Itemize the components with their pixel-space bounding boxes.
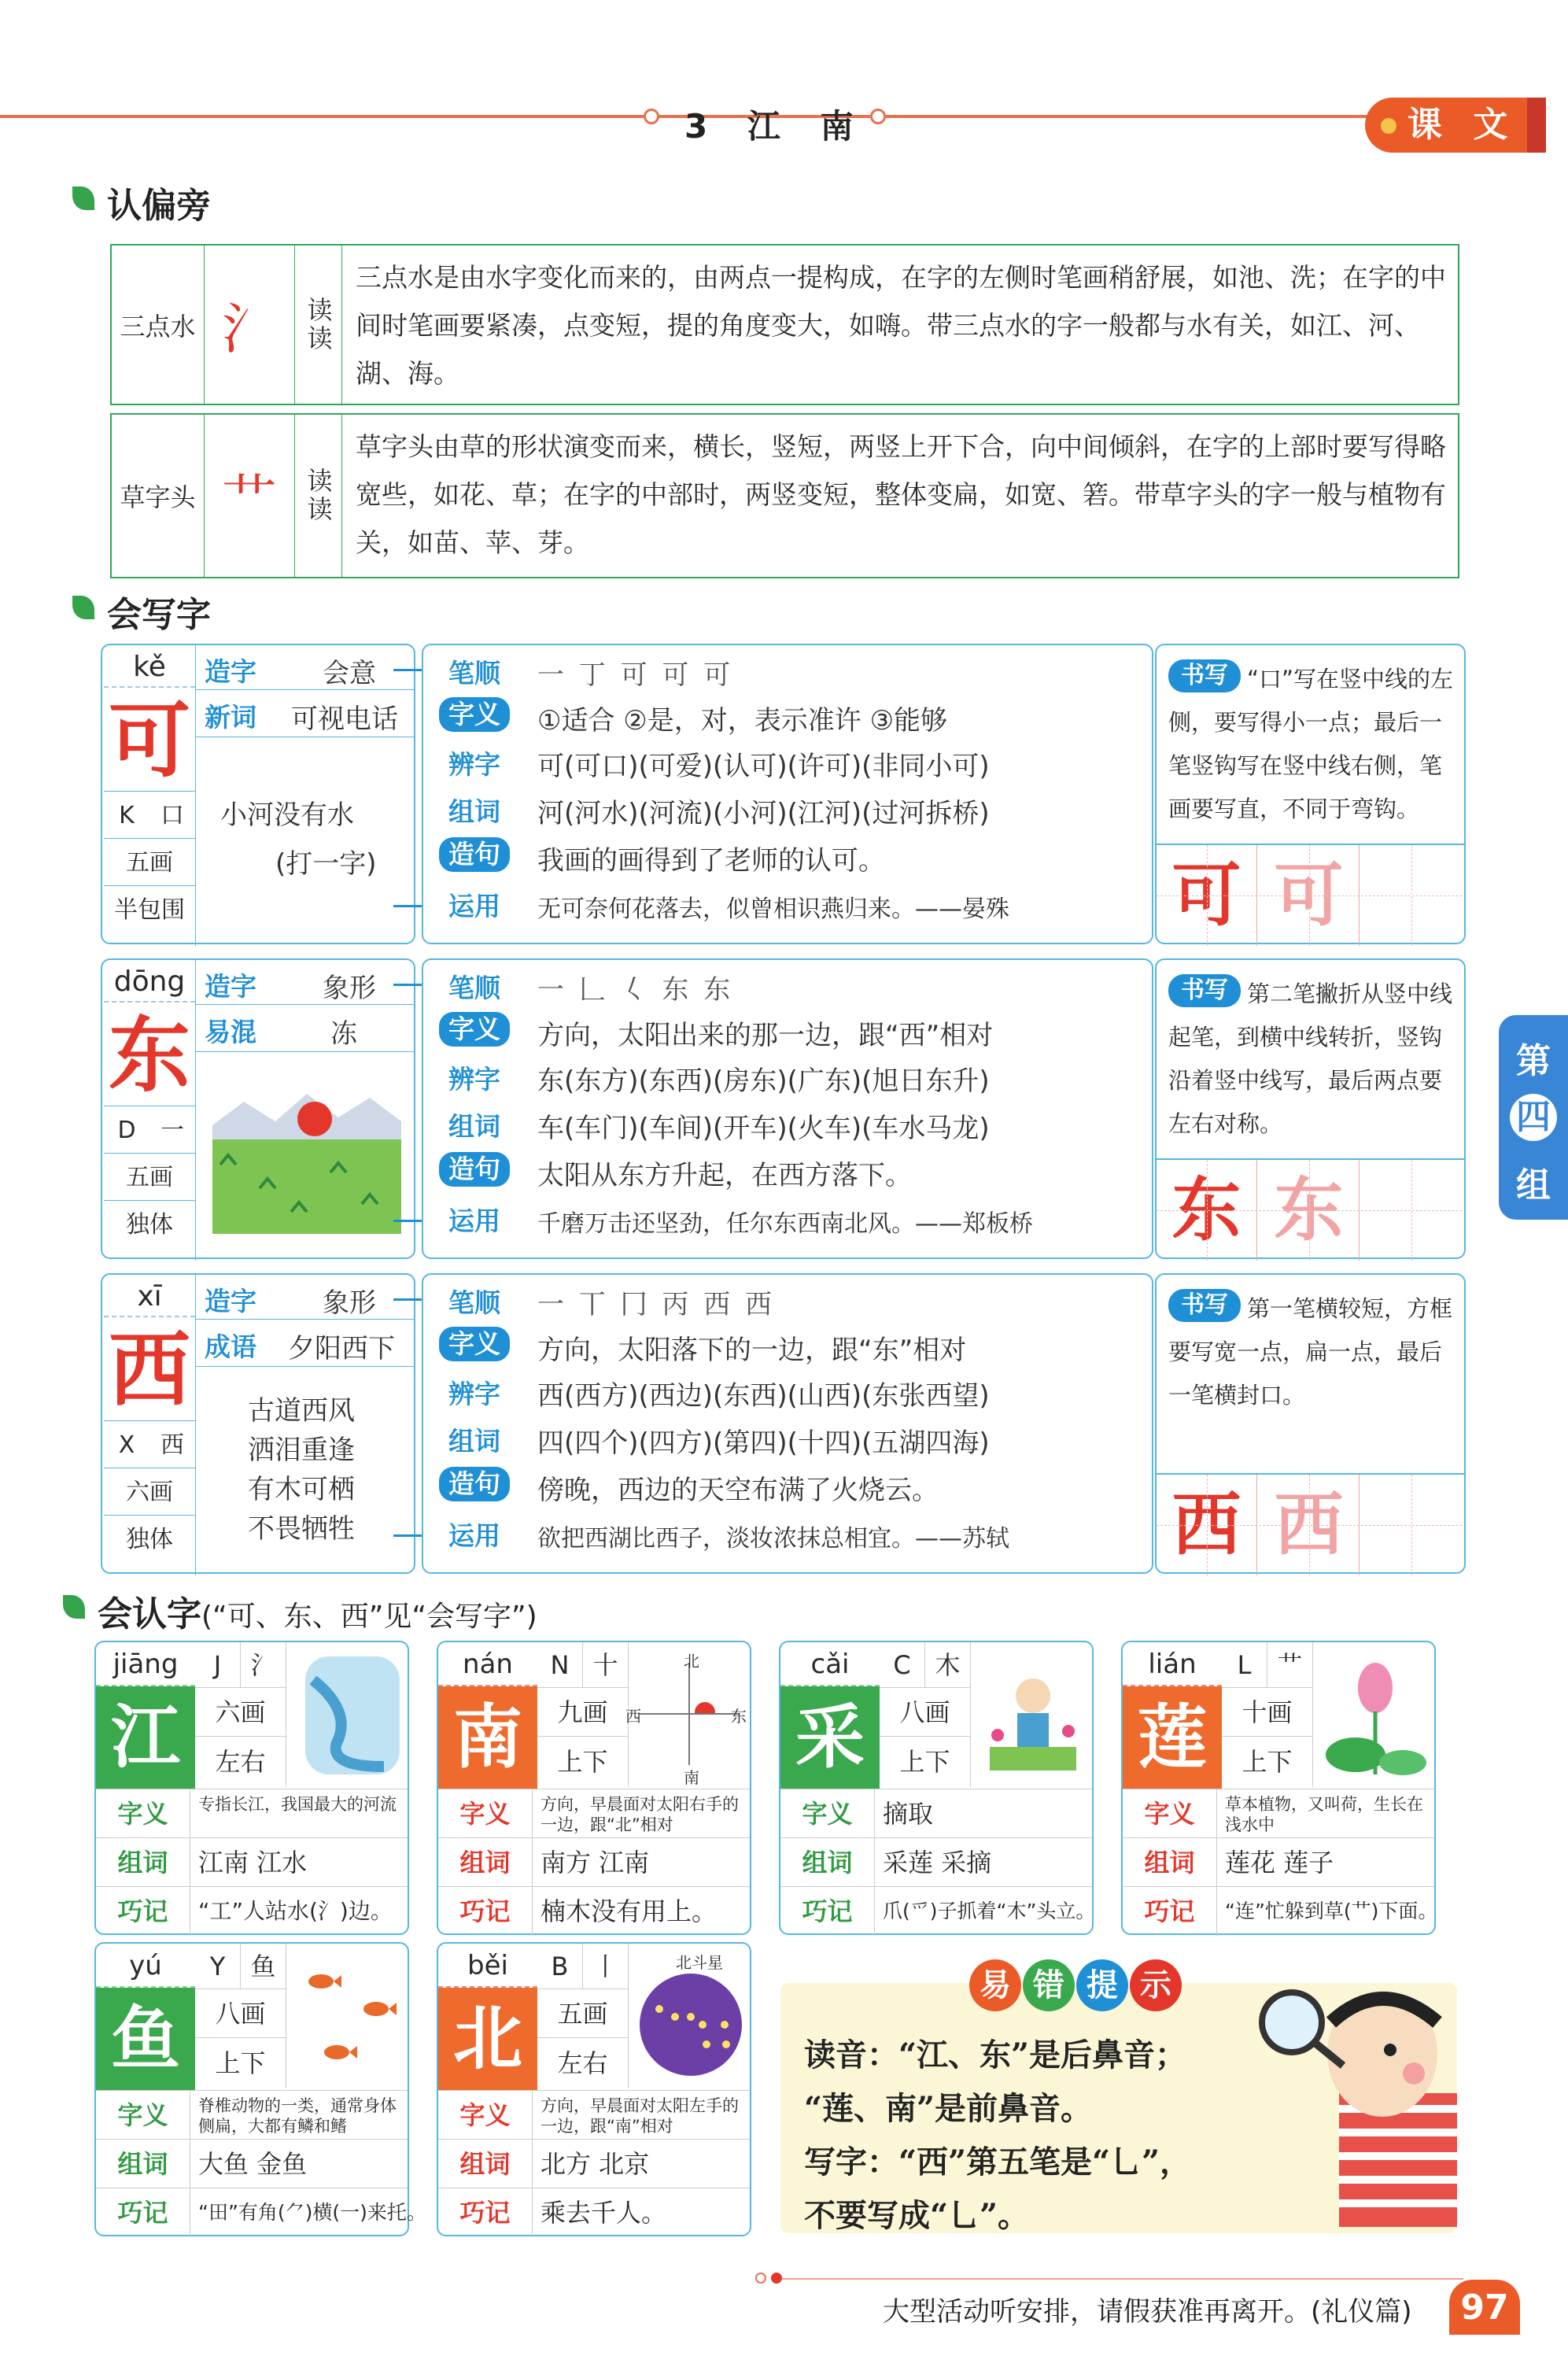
tag-value: 冻 [330, 1018, 357, 1050]
structure: 独体 [126, 1526, 173, 1553]
tag-value: 象形 [323, 973, 376, 1004]
mnemonic: 爪(爫)子抓着“木”头立。 [883, 1900, 1096, 1922]
writing-tip: 第一笔横较短，方框要写宽一点，扁一点，最后一笔横封口。 [1168, 1295, 1453, 1409]
tip-badge: 示 [1130, 1959, 1182, 2011]
zuci-label: 组词 [1123, 1838, 1217, 1887]
writing-panel [1155, 644, 1466, 944]
tag-label: 成语 [205, 1331, 256, 1362]
char-info-panel [101, 1273, 415, 1574]
ziyi-row [438, 1789, 750, 1837]
meaning: ①适合 ②是，对，表示准许 ③能够 [537, 705, 948, 737]
ziyi-label: 字义 [439, 1012, 510, 1047]
page-number: 97 [1449, 2280, 1520, 2335]
char-info-panel [101, 644, 415, 944]
tag-value: 夕阳西下 [288, 1333, 395, 1364]
zaoju-label: 造句 [439, 1467, 510, 1501]
zuci-row [96, 2139, 408, 2188]
meaning: 方向，太阳落下的一边，跟“东”相对 [537, 1335, 967, 1366]
idiom: 古道西风 [248, 1395, 355, 1427]
riddle-line: (打一字) [275, 848, 377, 880]
header-rule-dot-left [644, 109, 659, 124]
char: 莲 [1123, 1686, 1222, 1789]
pinyin: lián [1123, 1642, 1222, 1686]
structure: 上下 [1222, 1737, 1313, 1787]
char: 鱼 [96, 1988, 195, 2090]
qiaoji-row [438, 2188, 750, 2236]
qiaoji-row [96, 2188, 426, 2236]
practice-grid [1157, 1158, 1466, 1259]
qiaoji-label: 巧记 [780, 1887, 875, 1936]
index-letter: X [104, 1423, 149, 1468]
radical-description: 草字头由草的形状演变而来，横长，竖短，两竖上开下合，向中间倾斜，在字的上部时要写得略宽些，如花、草；在字的中部时，两竖变短，整体变扁，如宽、箬。带草字头的字一般与植物有关，如苗、苹、芽。 [356, 431, 1446, 558]
read-label: 读读 [295, 415, 342, 577]
zuci-label: 组词 [780, 1838, 875, 1887]
zuci-label: 组词 [448, 1426, 500, 1457]
char-detail-panel [422, 644, 1153, 944]
radical: 艹 [1267, 1642, 1313, 1688]
compass-south: 南 [684, 1768, 699, 1787]
read-card-jiang [94, 1641, 409, 1935]
tab-stripe [1527, 98, 1546, 153]
stroke-count: 九画 [537, 1688, 629, 1737]
index-letter: D [104, 1108, 149, 1154]
girl-magnifier-illustration [1245, 1967, 1457, 2227]
ziyi-label: 字义 [96, 2091, 190, 2140]
radical: 鱼 [241, 1944, 286, 1989]
stroke-count: 十画 [1222, 1688, 1313, 1737]
compass-axis [640, 1713, 739, 1715]
grid-empty [1361, 1475, 1462, 1575]
distinguish: 西(西方)(西边)(东西)(山西)(东张西望) [537, 1380, 990, 1412]
tag-label: 新词 [205, 702, 256, 733]
char: 西 [104, 1319, 195, 1421]
bishun-label: 笔顺 [448, 658, 500, 689]
section-heading-read [63, 1586, 537, 1636]
grid-char: 东 [1157, 1160, 1257, 1261]
words: 北方 北京 [540, 2149, 650, 2179]
compass-east: 东 [731, 1707, 747, 1726]
bianzi-label: 辨字 [448, 1379, 500, 1409]
structure: 上下 [537, 1737, 629, 1787]
qiaoji-label: 巧记 [438, 1887, 533, 1936]
stroke-order: 一 𠃊 𡿨 东 东 [537, 974, 734, 1006]
words: 莲花 莲子 [1225, 1848, 1334, 1878]
yunyong-label: 运用 [448, 891, 500, 921]
stroke-count: 五画 [104, 1155, 195, 1201]
tag-label: 造字 [205, 1286, 256, 1316]
ziyi-label: 字义 [438, 2091, 533, 2140]
char: 江 [96, 1686, 195, 1789]
ziyi-row [780, 1789, 1092, 1837]
writing-panel [1155, 958, 1466, 1259]
char: 北 [438, 1988, 537, 2090]
radical-description: 三点水是由水字变化而来的，由两点一提构成，在字的左侧时笔画稍舒展，如池、洗；在字的中间时笔画要紧凑，点变短，提的角度变大，如嗨。带三点水的字一般都与水有关，如江、河、湖、海。 [356, 262, 1446, 389]
footer-dot [755, 2273, 766, 2284]
row-divider [195, 1366, 414, 1367]
index-letter: B [537, 1944, 583, 1989]
practice-grid [1157, 1473, 1466, 1574]
meaning: 专指长江，我国最大的河流 [198, 1795, 397, 1814]
usage: 欲把西湖比西子，淡妆浓抹总相宜。——苏轼 [537, 1525, 1009, 1553]
ziyi-row [1123, 1789, 1434, 1837]
stroke-count: 六画 [104, 1470, 195, 1516]
tip-line: 不要写成“乚”。 [804, 2197, 1030, 2234]
row-divider [195, 1319, 414, 1320]
mnemonic: “田”有角(⺈)横(一)来托。 [198, 2201, 426, 2224]
meaning: 方向，早晨面对太阳左手的一边，跟“南”相对 [540, 2096, 739, 2136]
tip-badge: 错 [1023, 1959, 1075, 2011]
meaning: 脊椎动物的一类，通常身体侧扁，大都有鳞和鳍 [198, 2096, 397, 2136]
pinyin: dōng [104, 962, 195, 1003]
zuci-label: 组词 [96, 2140, 190, 2188]
bianzi-label: 辨字 [448, 1064, 500, 1095]
char: 采 [780, 1686, 880, 1789]
compass-west: 西 [625, 1707, 641, 1726]
stroke-count: 六画 [195, 1688, 286, 1737]
pinyin: yú [96, 1944, 195, 1988]
qiaoji-label: 巧记 [1123, 1887, 1217, 1936]
write-card-ke [101, 644, 1466, 944]
ziyi-label: 字义 [438, 1789, 533, 1838]
ziyi-label: 字义 [439, 697, 510, 732]
zaoju-label: 造句 [439, 1152, 510, 1187]
distinguish: 东(东方)(东西)(房东)(广东)(旭日东升) [537, 1065, 990, 1097]
zuci-label: 组词 [438, 2140, 533, 2188]
pinyin: běi [438, 1944, 537, 1988]
read-card-lian [1121, 1641, 1436, 1935]
words: 采莲 采摘 [883, 1848, 992, 1878]
tip-badge: 提 [1076, 1959, 1128, 2011]
row-divider [195, 1051, 414, 1052]
words: 南方 江南 [540, 1848, 650, 1878]
zuci-label: 组词 [438, 1838, 533, 1887]
side-tab-char: 第 [1516, 1041, 1551, 1081]
index-letter: L [1222, 1642, 1267, 1688]
idiom: 不畏牺牲 [248, 1513, 355, 1545]
mnemonic: “工”人站水(氵)边。 [198, 1898, 393, 1924]
river-illustration [290, 1649, 404, 1784]
radical-name: 三点水 [112, 246, 205, 404]
tag-value: 会意 [323, 658, 376, 689]
header-rule-dot-right [870, 109, 886, 124]
zuci-row [1123, 1837, 1434, 1886]
index-letter: Y [195, 1944, 241, 1989]
structure: 左右 [195, 1737, 286, 1787]
unit-side-tab [1499, 1015, 1568, 1220]
radical: 西 [149, 1423, 195, 1468]
words: 车(车门)(车间)(开车)(火车)(车水马龙) [537, 1113, 990, 1144]
index-letter: K [104, 793, 149, 839]
distinguish: 可(可口)(可爱)(认可)(许可)(非同小可) [537, 751, 990, 782]
girl-picking-illustration [974, 1649, 1089, 1784]
grid-char: 西 [1157, 1475, 1257, 1575]
index-letter: N [537, 1642, 583, 1688]
read-card-bei [437, 1942, 751, 2236]
tab-dot [1381, 118, 1396, 134]
ziyi-label: 字义 [1123, 1789, 1217, 1838]
zuci-row [780, 1837, 1092, 1886]
grid-empty [1361, 845, 1462, 946]
zuci-row [96, 1837, 408, 1886]
writing-tip: “口”写在竖中线的左侧，要写得小一点；最后一笔竖钩写在竖中线右侧，笔画要写直，不同于弯钩。 [1168, 666, 1454, 822]
index-letter: C [880, 1642, 925, 1688]
pinyin: cǎi [780, 1642, 880, 1686]
zuci-row [438, 1837, 750, 1886]
shuxie-label: 书写 [1168, 1289, 1241, 1322]
divider [195, 645, 196, 946]
footer-dot [771, 2273, 782, 2284]
bishun-label: 笔顺 [448, 973, 500, 1003]
compass-illustration [625, 1649, 747, 1787]
mnemonic: 乘去千人。 [540, 2198, 667, 2228]
tag-value: 可视电话 [291, 703, 398, 735]
radical: 木 [925, 1642, 971, 1688]
read-card-nan [437, 1641, 751, 1935]
meaning: 摘取 [883, 1799, 934, 1829]
pic-label: 北斗星 [676, 1953, 723, 1972]
structure: 上下 [195, 2038, 286, 2088]
row-divider [195, 689, 414, 690]
section-heading-write [72, 586, 211, 637]
goldfish-illustration [290, 1950, 404, 2085]
zuci-label: 组词 [96, 1838, 190, 1887]
ziyi-row [96, 1789, 408, 1837]
index-letter: J [195, 1642, 241, 1688]
structure: 半包围 [114, 896, 185, 924]
writing-tip: 第二笔撇折从竖中线起笔，到横中线转折，竖钩沿着竖中线写，最后两点要左右对称。 [1168, 980, 1453, 1137]
ziyi-row [96, 2090, 408, 2139]
pinyin: nán [438, 1642, 537, 1686]
section-title: 认偏旁 [107, 186, 211, 226]
section-note: (“可、东、西”见“会写字”) [201, 1601, 537, 1633]
section-title: 会认字 [98, 1594, 201, 1634]
radical-box-sandianshui [110, 244, 1459, 405]
footer-rule [779, 2278, 1463, 2280]
idiom: 洒泪重逢 [248, 1435, 355, 1466]
tip-line: 读音：“江、东”是后鼻音； [804, 2037, 1187, 2073]
row-divider [195, 1004, 414, 1005]
tag-label: 造字 [205, 656, 256, 687]
tag-label: 易混 [205, 1017, 256, 1047]
stroke-count: 八画 [195, 1989, 286, 2038]
radical-glyph: 氵 [205, 246, 295, 404]
usage: 千磨万击还坚劲，任尔东西南北风。——郑板桥 [537, 1210, 1033, 1238]
structure: 独体 [126, 1211, 173, 1239]
words: 河(河水)(河流)(小河)(江河)(过河拆桥) [537, 798, 990, 829]
char: 东 [104, 1004, 195, 1106]
sentence: 太阳从东方升起，在西方落下。 [537, 1160, 912, 1191]
tag-label: 造字 [205, 971, 256, 1002]
radical: 十 [583, 1642, 629, 1688]
read-card-yu [94, 1942, 426, 2236]
tip-line: “莲、南”是前鼻音。 [804, 2090, 1093, 2127]
zaoju-label: 造句 [439, 837, 510, 872]
stroke-count: 五画 [104, 840, 195, 886]
big-dipper-illustration [632, 1950, 747, 2085]
radical-name: 草字头 [112, 415, 205, 577]
usage: 无可奈何花落去，似曾相识燕归来。——晏殊 [537, 895, 1009, 923]
radical: 氵 [241, 1642, 286, 1688]
footer-etiquette-text: 大型活动听安排，请假获准再离开。(礼仪篇) [883, 2296, 1412, 2328]
char-detail-panel [422, 958, 1153, 1259]
stroke-count: 五画 [537, 1989, 629, 2038]
practice-grid [1157, 844, 1466, 944]
pinyin: xī [104, 1276, 195, 1317]
section-heading-radicals [72, 177, 211, 227]
read-card-cai [779, 1641, 1094, 1935]
meaning: 方向，早晨面对太阳右手的一边，跟“北”相对 [540, 1795, 739, 1834]
stroke-order: 一 丁 可 可 可 [537, 659, 734, 691]
ziyi-row [438, 2090, 750, 2139]
ziyi-label: 字义 [439, 1327, 510, 1361]
mnemonic: 楠木没有用上。 [540, 1896, 718, 1926]
error-tips-box [780, 1967, 1457, 2234]
qiaoji-row [438, 1886, 750, 1935]
section-title: 会写字 [107, 595, 211, 635]
char-detail-panel [422, 1273, 1153, 1574]
write-card-xi [101, 1273, 1466, 1574]
structure: 上下 [880, 1737, 971, 1787]
radical-box-caozitou [110, 413, 1459, 578]
zuci-row [438, 2139, 750, 2188]
yunyong-label: 运用 [448, 1520, 500, 1551]
grid-char: 可 [1157, 845, 1257, 946]
stroke-order: 一 丅 冂 丙 西 西 [537, 1289, 776, 1320]
words: 江南 江水 [198, 1848, 308, 1878]
qiaoji-row [96, 1886, 408, 1935]
tag-value: 象形 [323, 1287, 376, 1319]
sentence: 傍晚，西边的天空布满了火烧云。 [537, 1475, 939, 1506]
write-card-dong [101, 958, 1466, 1259]
tip-line: 写字：“西”第五笔是“乚”， [804, 2144, 1192, 2181]
bishun-label: 笔顺 [448, 1287, 500, 1318]
grid-char-trace: 可 [1259, 845, 1360, 946]
sentence: 我画的画得到了老师的认可。 [537, 845, 885, 877]
zuci-label: 组词 [448, 796, 500, 827]
char: 可 [104, 689, 195, 792]
meaning: 草本植物，又叫荷，生长在浅水中 [1225, 1795, 1423, 1834]
char-info-panel [101, 958, 415, 1259]
radical-glyph: 艹 [205, 415, 295, 577]
structure: 左右 [537, 2038, 629, 2088]
yunyong-label: 运用 [448, 1206, 500, 1236]
qiaoji-row [1123, 1886, 1438, 1935]
qiaoji-row [780, 1886, 1096, 1935]
qiaoji-label: 巧记 [438, 2188, 533, 2237]
compass-north: 北 [684, 1652, 699, 1671]
writing-panel [1155, 1273, 1466, 1574]
mnemonic: “连”忙躲到草(艹)下面。 [1225, 1900, 1438, 1922]
qiaoji-label: 巧记 [96, 1887, 190, 1936]
char: 南 [438, 1686, 537, 1789]
tip-badge: 易 [969, 1959, 1021, 2011]
grid-char-trace: 东 [1259, 1160, 1360, 1261]
read-label: 读读 [295, 246, 342, 404]
qiaoji-label: 巧记 [96, 2188, 190, 2237]
star-icons [640, 1974, 742, 2076]
sunrise-illustration [212, 1070, 401, 1235]
radical: 一 [149, 1108, 195, 1154]
stroke-count: 八画 [880, 1688, 971, 1737]
meaning: 方向，太阳出来的那一边，跟“西”相对 [537, 1020, 994, 1051]
lesson-type-tab [1365, 98, 1530, 153]
shuxie-label: 书写 [1168, 659, 1241, 692]
lesson-type-label: 课 文 [1408, 105, 1518, 145]
shuxie-label: 书写 [1168, 974, 1241, 1007]
radical: 丨 [583, 1944, 629, 1989]
divider [195, 960, 196, 1261]
words: 大鱼 金鱼 [198, 2149, 308, 2179]
divider [195, 1275, 196, 1575]
idiom: 有木可栖 [248, 1474, 355, 1505]
zuci-label: 组词 [448, 1111, 500, 1142]
pinyin: kě [104, 647, 195, 688]
bianzi-label: 辨字 [448, 749, 500, 780]
sun-icon [695, 1702, 715, 1713]
ziyi-label: 字义 [96, 1789, 190, 1838]
riddle-line: 小河没有水 [220, 799, 354, 831]
lotus-illustration [1316, 1649, 1431, 1784]
side-tab-char: 组 [1516, 1165, 1551, 1206]
grid-empty [1361, 1160, 1462, 1261]
pinyin: jiāng [96, 1642, 195, 1686]
side-tab-char: 四 [1510, 1094, 1557, 1141]
ziyi-label: 字义 [780, 1789, 875, 1838]
lesson-title: 3 江 南 [684, 107, 868, 146]
radical: 口 [149, 793, 195, 839]
words: 四(四个)(四方)(第四)(十四)(五湖四海) [537, 1427, 990, 1459]
grid-char-trace: 西 [1259, 1475, 1360, 1575]
